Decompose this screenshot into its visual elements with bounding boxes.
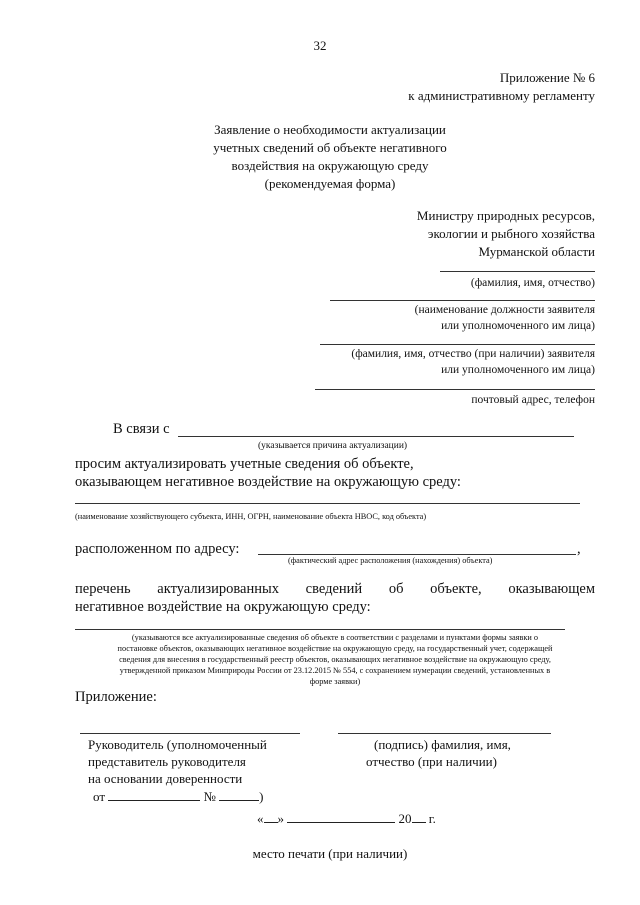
located-line[interactable] [258,554,576,555]
date-year-suffix: г. [428,811,436,826]
list-hint-5: форме заявки) [309,677,361,686]
located-prefix: расположенном по адресу: [75,541,240,557]
signature-hint-2: отчество (при наличии) [366,754,497,769]
position-hint-2: или уполномоченного им лица) [441,320,595,332]
title-line-1: Заявление о необходимости актуализации [214,122,446,137]
proxy-number-label: № [203,789,216,804]
proxy-date-field: от № ) [93,789,264,804]
signatory-line[interactable] [80,733,300,734]
proxy-date-blank[interactable] [108,788,200,801]
title-line-2: учетных сведений об объекте негативного [213,140,447,155]
proxy-from-label: от [93,789,106,804]
stamp-place: место печати (при наличии) [252,846,408,861]
list-hint-2: постановке объектов, оказывающих негативное воздействие на окружающую среду, на государственный учет, содержащей [117,644,553,653]
fio-full-line[interactable] [320,344,595,345]
located-comma: , [577,541,581,557]
position-hint-1: (наименование должности заявителя [414,304,595,316]
fio-full-hint-2: или уполномоченного им лица) [441,364,595,376]
title-line-4: (рекомендуемая форма) [264,176,396,191]
address-line[interactable] [315,389,595,390]
request-line-1: просим актуализировать учетные сведения об объекте, [75,456,414,472]
attachment-label: Приложение: [75,689,157,705]
date-field [257,810,436,827]
proxy-number-blank[interactable] [219,788,259,801]
list-line-1: перечень актуализированных сведений об объекте, оказывающем [75,581,595,597]
entity-hint: (наименование хозяйствующего субъекта, ИНН, ОГРН, наименование объекта НВОС, код объекта) [75,512,427,521]
list-field-line[interactable] [75,629,565,630]
list-line-2: негативное воздействие на окружающую среду: [75,599,371,615]
located-hint: (фактический адрес расположения (нахождения) объекта) [288,556,493,565]
page-number: 32 [313,38,327,53]
date-day-blank[interactable] [264,810,278,823]
addressee-line-3: Мурманской области [478,244,595,259]
fio-full-hint-1: (фамилия, имя, отчество (при наличии) заявителя [351,348,595,360]
date-close-quote: » [277,811,284,826]
entity-line[interactable] [75,503,580,504]
addressee-line-1: Министру природных ресурсов, [416,208,595,223]
signatory-line-3: на основании доверенности [88,771,243,786]
position-line[interactable] [330,300,595,301]
reason-hint: (указывается причина актуализации) [258,441,408,451]
date-year-blank[interactable] [412,810,426,823]
signatory-line-1: Руководитель (уполномоченный [88,737,267,752]
list-hint-3: сведения для внесения в государственный реестр объектов, оказывающих негативное воздействие на окружающую среду, [119,655,551,664]
reason-prefix: В связи с [113,421,170,437]
signature-hint-1: (подпись) фамилия, имя, [374,737,511,752]
date-month-blank[interactable] [287,810,395,823]
date-year-prefix: 20 [398,811,412,826]
appendix-regulation: к административному регламенту [408,88,595,103]
address-hint: почтовый адрес, телефон [471,394,595,406]
reason-line[interactable] [178,436,574,437]
list-hint-4: утвержденной приказом Минприроды России от 23.12.2015 № 554, с сохранением нумерации сведений, установленных в [119,666,551,675]
signatory-line-2: представитель руководителя [88,754,246,769]
list-hint-1: (указываются все актуализированные сведения об объекте в соответствии с разделами и пунктами формы заявки о [131,633,539,642]
date-open-quote: « [257,811,264,826]
fio-line[interactable] [440,271,595,272]
title-line-3: воздействия на окружающую среду [231,158,429,173]
signature-line[interactable] [338,733,551,734]
appendix-label: Приложение № 6 [499,70,595,85]
addressee-line-2: экологии и рыбного хозяйства [427,226,595,241]
request-line-2: оказывающем негативное воздействие на окружающую среду: [75,474,461,490]
fio-hint: (фамилия, имя, отчество) [470,277,595,289]
